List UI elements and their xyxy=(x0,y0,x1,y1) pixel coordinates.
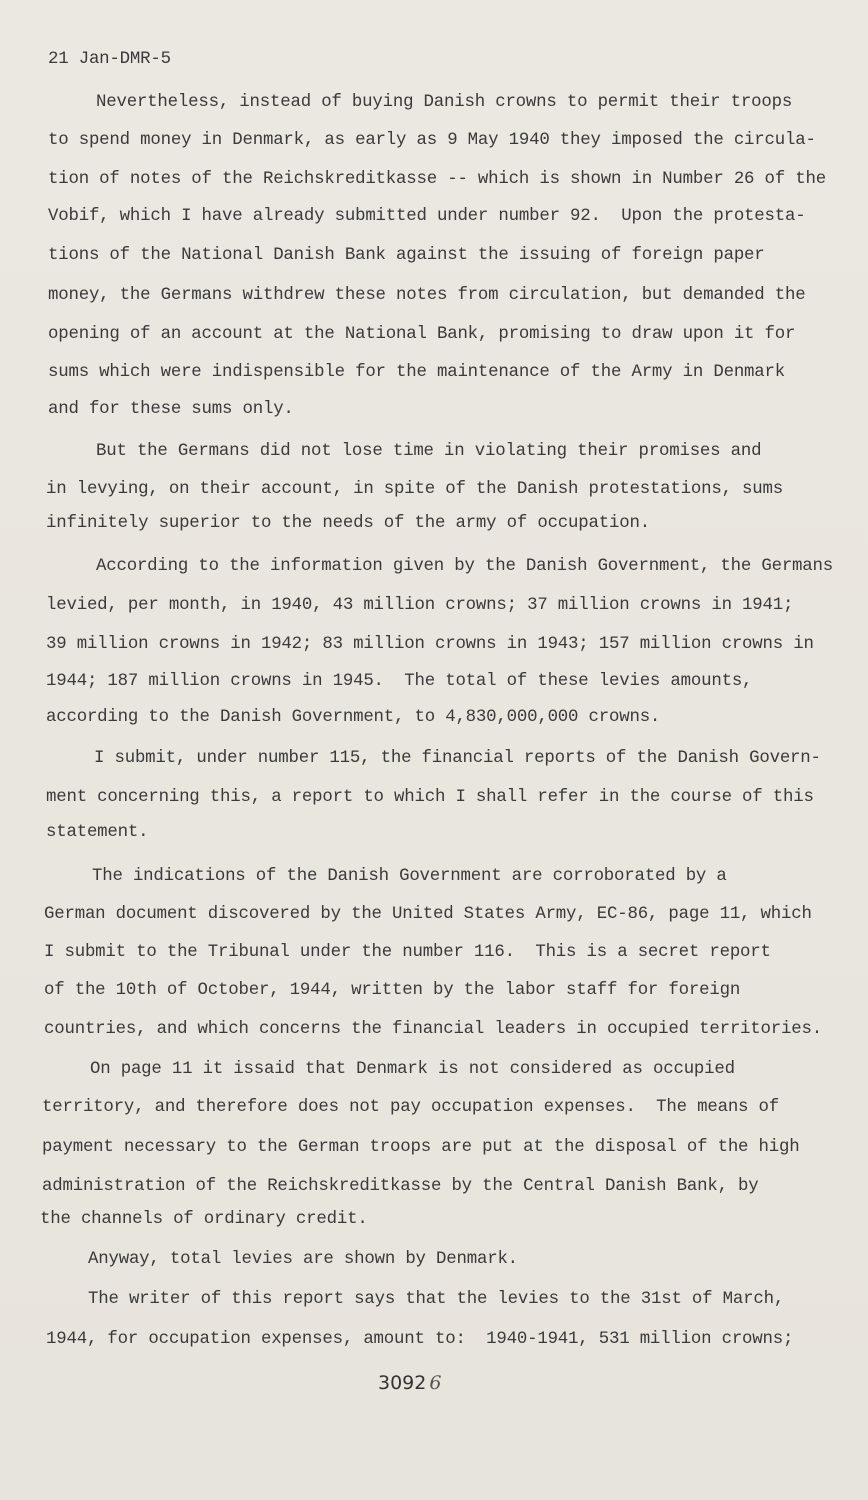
text-line: of the 10th of October, 1944, written by the labor staff for foreign xyxy=(44,981,741,1000)
text-line: The indications of the Danish Government are corroborated by a xyxy=(92,867,727,886)
text-line: and for these sums only. xyxy=(48,400,294,419)
text-line: ment concerning this, a report to which I shall refer in the course of this xyxy=(46,788,814,807)
text-line: 39 million crowns in 1942; 83 million crowns in 1943; 157 million crowns in xyxy=(46,635,814,654)
text-line: German document discovered by the United States Army, EC-86, page 11, which xyxy=(44,905,812,924)
text-line: Vobif, which I have already submitted under number 92. Upon the protesta- xyxy=(48,207,806,226)
text-line: I submit, under number 115, the financial reports of the Danish Govern- xyxy=(94,749,821,768)
text-line: according to the Danish Government, to 4,830,000,000 crowns. xyxy=(46,708,661,727)
text-line: Nevertheless, instead of buying Danish crowns to permit their troops xyxy=(96,93,793,112)
text-line: countries, and which concerns the financial leaders in occupied territories. xyxy=(44,1020,822,1039)
text-line: tions of the National Danish Bank against the issuing of foreign paper xyxy=(48,246,765,265)
text-line: in levying, on their account, in spite of the Danish protestations, sums xyxy=(46,480,783,499)
text-line: sums which were indispensible for the maintenance of the Army in Denmark xyxy=(48,363,785,382)
text-line: levied, per month, in 1940, 43 million crowns; 37 million crowns in 1941; xyxy=(46,596,794,615)
page-number xyxy=(378,1372,441,1394)
text-line: statement. xyxy=(46,823,149,842)
document-header: 21 Jan-DMR-5 xyxy=(48,50,171,69)
text-line: money, the Germans withdrew these notes from circulation, but demanded the xyxy=(48,286,806,305)
text-line: to spend money in Denmark, as early as 9 May 1940 they imposed the circula- xyxy=(48,131,816,150)
text-line: 1944, for occupation expenses, amount to: 1940-1941, 531 million crowns; xyxy=(46,1330,794,1349)
text-line: the channels of ordinary credit. xyxy=(40,1210,368,1229)
text-line: Anyway, total levies are shown by Denmark. xyxy=(88,1250,518,1269)
page-number-typed: 3092 xyxy=(378,1372,427,1394)
text-line: 1944; 187 million crowns in 1945. The total of these levies amounts, xyxy=(46,672,753,691)
text-line: The writer of this report says that the levies to the 31st of March, xyxy=(88,1290,785,1309)
text-line: But the Germans did not lose time in violating their promises and xyxy=(96,442,762,461)
text-line: infinitely superior to the needs of the army of occupation. xyxy=(46,514,650,533)
text-line: I submit to the Tribunal under the number 116. This is a secret report xyxy=(44,943,771,962)
text-line: opening of an account at the National Bank, promising to draw upon it for xyxy=(48,325,796,344)
page-number-handwritten: 6 xyxy=(429,1372,442,1394)
text-line: administration of the Reichskreditkasse by the Central Danish Bank, by xyxy=(42,1177,759,1196)
text-line: According to the information given by the Danish Government, the Germans xyxy=(96,557,833,576)
text-line: payment necessary to the German troops are put at the disposal of the high xyxy=(42,1138,800,1157)
text-line: territory, and therefore does not pay occupation expenses. The means of xyxy=(42,1098,779,1117)
text-line: tion of notes of the Reichskreditkasse -- which is shown in Number 26 of the xyxy=(48,170,826,189)
text-line: On page 11 it issaid that Denmark is not considered as occupied xyxy=(90,1060,735,1079)
